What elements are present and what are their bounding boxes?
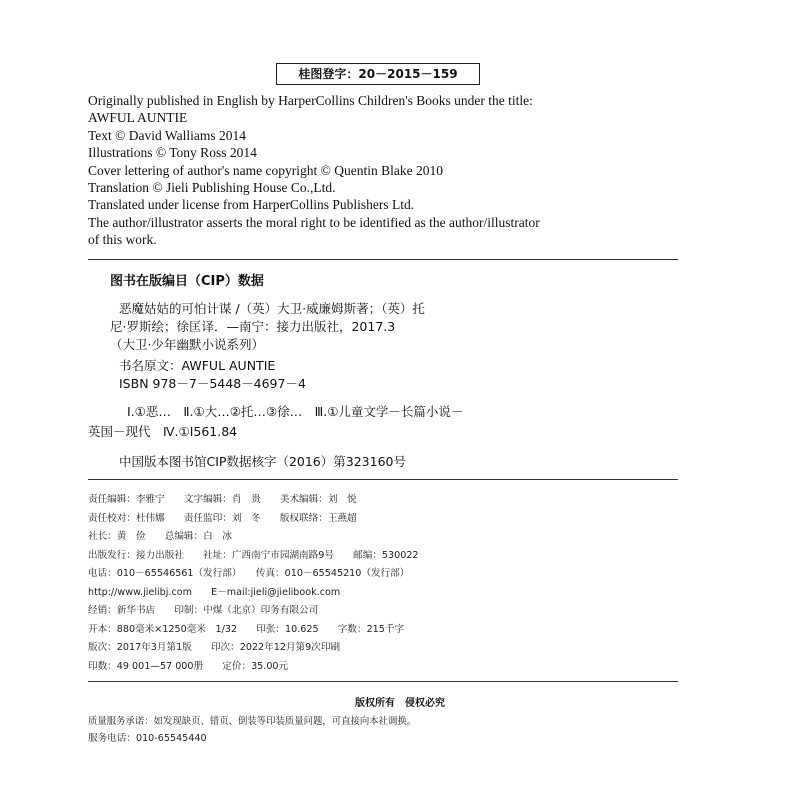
credits-row: 责任校对：杜伟娜 责任监印：刘 冬 版权联络：王燕超	[88, 513, 357, 524]
cip-line: ISBN 978－7－5448－4697－4	[119, 376, 306, 391]
credits-row: 社长：黄 俭 总编辑：白 冰	[88, 531, 232, 542]
copyright-title: 版权所有 侵权必究	[355, 698, 445, 709]
credits-row: 责任编辑：李雅宁 文字编辑：肖 贵 美术编辑：刘 悦	[88, 494, 357, 505]
registration-number: 桂图登字：20－2015－159	[276, 63, 480, 85]
service-phone: 服务电话：010-65545440	[88, 733, 207, 744]
notice-line: Translated under license from HarperCollins Publishers Ltd.	[88, 197, 415, 213]
cip-verification: 中国版本图书馆CIP数据核字（2016）第323160号	[119, 454, 406, 469]
credits-row: http://www.jielibj.com E－mail:jieli@jielibook.com	[88, 587, 341, 598]
cip-line: Ⅰ.①恶… Ⅱ.①大…②托…③徐… Ⅲ.①儿童文学－长篇小说－	[127, 404, 464, 419]
notice-line: AWFUL AUNTIE	[88, 110, 188, 126]
divider	[88, 681, 678, 682]
credits-row: 开本：880毫米×1250毫米 1/32 印张：10.625 字数：215千字	[88, 624, 405, 635]
cip-line: 尼·罗斯绘；徐匡译．—南宁：接力出版社，2017.3	[110, 319, 396, 334]
cip-line: 英国－现代 Ⅳ.①I561.84	[88, 424, 238, 439]
credits-row: 电话：010－65546561（发行部） 传真：010－65545210（发行部）	[88, 568, 410, 579]
cip-title: 图书在版编目（CIP）数据	[110, 274, 264, 289]
notice-line: The author/illustrator asserts the moral right to be identified as the author/illustrator	[88, 214, 540, 230]
credits-row: 出版发行：接力出版社 社址：广西南宁市园湖南路9号 邮编：530022	[88, 550, 419, 561]
credits-row: 印数：49 001—57 000册 定价：35.00元	[88, 661, 289, 672]
credits-row: 经销：新华书店 印制：中煤（北京）印务有限公司	[88, 605, 319, 616]
notice-line: Cover lettering of author's name copyright © Quentin Blake 2010	[88, 162, 443, 178]
cip-line: （大卫·少年幽默小说系列）	[110, 337, 264, 352]
english-copyright-notice	[88, 92, 678, 249]
divider	[88, 259, 678, 260]
credits-row: 版次：2017年3月第1版 印次：2022年12月第9次印刷	[88, 642, 341, 653]
notice-line: Originally published in English by HarperCollins Children's Books under the title:	[88, 93, 533, 108]
cip-line: 书名原文：AWFUL AUNTIE	[119, 358, 276, 373]
notice-line: of this work.	[88, 232, 157, 248]
notice-line: Illustrations © Tony Ross 2014	[88, 145, 257, 161]
quality-service-note: 质量服务承诺：如发现缺页、错页、倒装等印装质量问题，可直接向本社调换。	[88, 716, 417, 727]
divider	[88, 479, 678, 480]
notice-line: Translation © Jieli Publishing House Co.,Ltd.	[88, 180, 336, 196]
cip-line: 恶魔姑姑的可怕计谋 /（英）大卫·威廉姆斯著；（英）托	[119, 301, 425, 316]
notice-line: Text © David Walliams 2014	[88, 127, 246, 143]
